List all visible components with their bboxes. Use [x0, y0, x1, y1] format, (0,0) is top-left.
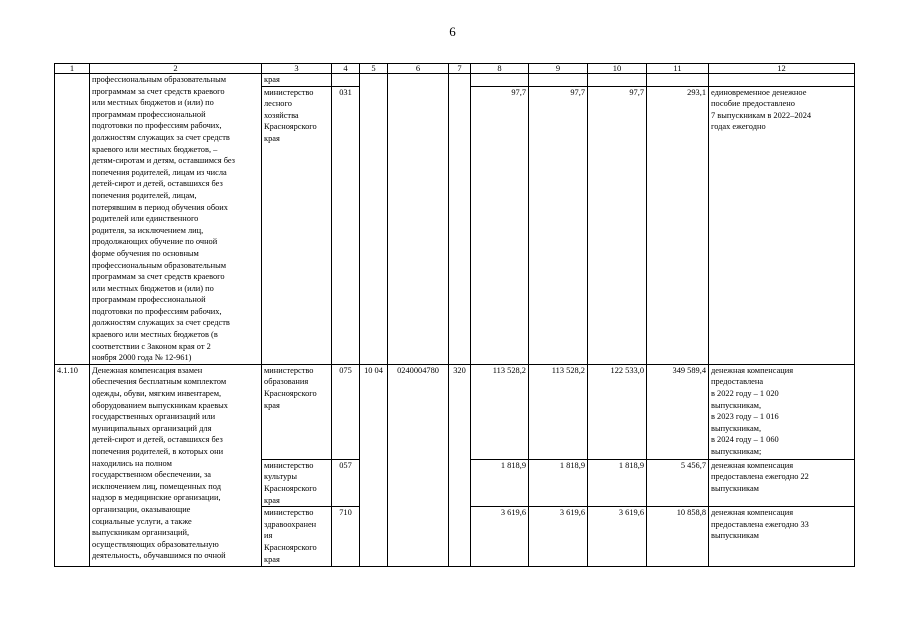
program-table	[54, 63, 855, 567]
table-row	[55, 74, 855, 87]
empty-cell	[529, 74, 588, 87]
header-row	[55, 64, 855, 74]
header-cell: 5	[360, 64, 388, 74]
empty-cell	[471, 74, 529, 87]
value-total-cell: 293,1	[647, 86, 709, 364]
target-code-cell	[388, 74, 449, 365]
section-code-cell: 10 04	[360, 364, 388, 566]
page-number: 6	[449, 24, 456, 39]
result-cell: денежная компенсация предоставлена ежегодно 22 выпускникам	[709, 459, 855, 506]
header-cell: 6	[388, 64, 449, 74]
header-cell: 11	[647, 64, 709, 74]
expense-type-cell: 320	[449, 364, 471, 566]
empty-cell	[588, 74, 647, 87]
result-cell: единовременное денежное пособие предоставлено 7 выпускникам в 2022–2024 годах ежегодно	[709, 86, 855, 364]
executor-cell: министерство здравоохранен ия Красноярского края	[262, 507, 332, 567]
value-2023-cell: 3 619,6	[529, 507, 588, 567]
header-cell: 8	[471, 64, 529, 74]
value-2023-cell: 97,7	[529, 86, 588, 364]
target-code-cell: 0240004780	[388, 364, 449, 566]
value-total-cell: 349 589,4	[647, 364, 709, 459]
empty-cell	[332, 74, 360, 87]
row-number-cell	[55, 74, 90, 365]
row-number-cell: 4.1.10	[55, 364, 90, 566]
value-2024-cell: 122 533,0	[588, 364, 647, 459]
value-2022-cell: 1 818,9	[471, 459, 529, 506]
value-2022-cell: 97,7	[471, 86, 529, 364]
description-cell: профессиональным образовательным программам за счет средств краевого или местных бюджетов и (или) по программам профессиональной подготовки по профессиям рабочих, должностям служащих за счет средств краевого или местных бюджетов, – детям-сиротам и детям, оставшимся без попечения родителей, лицам из числа детей-сирот и детей, оставшихся без попечения родителей, лицам, потерявшим в период обучения обоих родителей или единственного родителя, за исключением лиц, продолжающих обучение по очной форме обучения по основным профессиональным образовательным программам за счет средств краевого или местных бюджетов и (или) по программам профессиональной подготовки по профессиям рабочих, должностям служащих за счет средств краевого или местных бюджетов (в соответствии с Законом края от 2 ноября 2000 года № 12-961)	[90, 74, 262, 365]
result-cell: денежная компенсация предоставлена в 2022 году – 1 020 выпускникам, в 2023 году – 1 016 выпускникам, в 2024 году – 1 060 выпускникам;	[709, 364, 855, 459]
header-cell: 9	[529, 64, 588, 74]
table-row	[55, 364, 855, 459]
result-cell: денежная компенсация предоставлена ежегодно 33 выпускникам	[709, 507, 855, 567]
value-2023-cell: 113 528,2	[529, 364, 588, 459]
executor-cell: министерство образования Красноярского края	[262, 364, 332, 459]
header-cell: 2	[90, 64, 262, 74]
value-2022-cell: 113 528,2	[471, 364, 529, 459]
value-total-cell: 10 858,8	[647, 507, 709, 567]
header-cell: 10	[588, 64, 647, 74]
value-2024-cell: 1 818,9	[588, 459, 647, 506]
value-2023-cell: 1 818,9	[529, 459, 588, 506]
header-cell: 1	[55, 64, 90, 74]
description-cell: Денежная компенсация взамен обеспечения бесплатным комплектом одежды, обуви, мягким инвентарем, оборудованием выпускникам краевых государственных организаций или муниципальных организаций для детей-сирот и детей, оставшихся без попечения родителей, в которых они находились на полном государственном обеспечении, за исключением лиц, помещенных под надзор в медицинские организации, организации, оказывающие социальные услуги, а также выпускникам организаций, осуществляющих образовательную деятельность, обучавшимся по очной	[90, 364, 262, 566]
grbs-code-cell: 075	[332, 364, 360, 459]
grbs-code-cell: 057	[332, 459, 360, 506]
grbs-code-cell: 031	[332, 86, 360, 364]
value-total-cell: 5 456,7	[647, 459, 709, 506]
header-cell: 3	[262, 64, 332, 74]
executor-cell: министерство лесного хозяйства Красноярского края	[262, 86, 332, 364]
executor-cell: министерство культуры Красноярского края	[262, 459, 332, 506]
header-cell: 12	[709, 64, 855, 74]
empty-cell	[709, 74, 855, 87]
expense-type-cell	[449, 74, 471, 365]
empty-cell	[647, 74, 709, 87]
section-code-cell	[360, 74, 388, 365]
grbs-code-cell: 710	[332, 507, 360, 567]
value-2024-cell: 97,7	[588, 86, 647, 364]
header-cell: 7	[449, 64, 471, 74]
header-cell: 4	[332, 64, 360, 74]
value-2022-cell: 3 619,6	[471, 507, 529, 567]
executor-cell: края	[262, 74, 332, 87]
value-2024-cell: 3 619,6	[588, 507, 647, 567]
